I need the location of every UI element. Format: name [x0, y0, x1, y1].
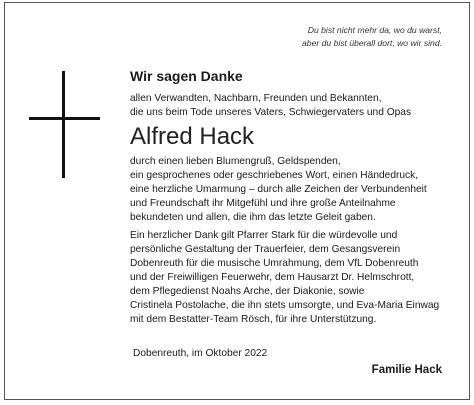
motto-line: aber du bist überall dort, wo wir sind. [302, 38, 442, 48]
cross-icon-vertical-bar [62, 71, 65, 178]
paragraph-line: durch einen lieben Blumengruß, Geldspenden, [130, 156, 341, 167]
paragraph-line: und Freundschaft ihr Mitgefühl und ihre große Anteilnahme [130, 198, 396, 209]
paragraph-line: Dobenreuth für die musische Umrahmung, dem VfL Dobenreuth [130, 258, 419, 269]
paragraph-line: eine herzliche Umarmung – durch alle Zeichen der Verbundenheit [130, 184, 427, 195]
obituary-notice [4, 2, 470, 400]
thanks-paragraph-2 [130, 229, 448, 327]
intro-text [130, 92, 448, 120]
motto-line: Du bist nicht mehr da, wo du warst, [307, 25, 442, 35]
notice-body [130, 67, 448, 327]
family-signature: Familie Hack [371, 364, 442, 376]
deceased-name: Alfred Hack [130, 123, 255, 150]
paragraph-line: Cristinela Postolache, die ihn stets umsorgte, und Eva-Maria Einwag [130, 300, 440, 311]
paragraph-line: dem Pflegedienst Noahs Arche, der Diakonie, sowie [130, 286, 365, 297]
paragraph-line: Ein herzlicher Dank gilt Pfarrer Stark für die würdevolle und [130, 230, 398, 241]
place-and-date: Dobenreuth, im Oktober 2022 [133, 348, 268, 359]
thanks-paragraph-1 [130, 155, 448, 225]
cross-icon-horizontal-bar [29, 117, 100, 120]
motto-quote [302, 24, 442, 50]
intro-line: allen Verwandten, Nachbarn, Freunden und Bekannten, [130, 93, 382, 104]
notice-heading: Wir sagen Danke [130, 68, 243, 84]
paragraph-line: ein gesprochenes oder geschriebenes Wort, einen Händedruck, [130, 170, 419, 181]
paragraph-line: persönliche Gestaltung der Trauerfeier, dem Gesangsverein [130, 244, 401, 255]
paragraph-line: mit dem Bestatter-Team Rösch, für ihre Unterstützung. [130, 314, 377, 325]
paragraph-line: bekundeten und allen, die ihm das letzte Geleit gaben. [130, 212, 376, 223]
paragraph-line: und der Freiwilligen Feuerwehr, dem Hausarzt Dr. Helmschrott, [130, 272, 415, 283]
intro-line: die uns beim Tode unseres Vaters, Schwiegervaters und Opas [130, 107, 412, 118]
